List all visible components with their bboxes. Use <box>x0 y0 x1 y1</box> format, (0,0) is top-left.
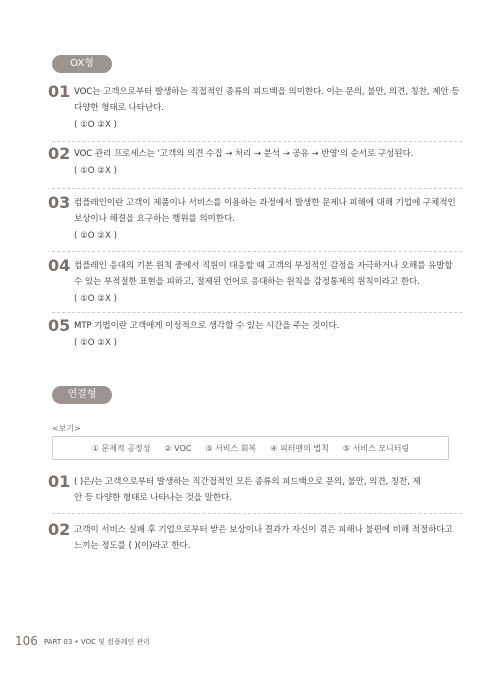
divider <box>52 251 462 252</box>
divider <box>52 141 462 142</box>
question-number: 02 <box>48 520 71 539</box>
bogi-item: ② VOC <box>164 443 192 453</box>
bogi-item: ③ 서비스 회복 <box>205 443 257 453</box>
question-text: MTP 기법이란 고객에게 이성적으로 생각할 수 있는 시간을 주는 것이다. <box>74 321 340 331</box>
divider <box>52 312 462 313</box>
bogi-label: <보기> <box>52 424 81 433</box>
answer-options: ( ①O ②X ) <box>74 120 117 130</box>
question-text: 컴플레인 응대의 기본 원칙 중에서 직원이 대응할 때 고객의 부정적인 감정을 자극하거나 오해를 유발할 수 있는 부적절한 표현을 피하고, 절제된 언어로 응대하는 원칙을 감정통제의 원칙이라고 한다. <box>74 261 453 287</box>
question-text: VOC는 고객으로부터 발생하는 직접적인 종류의 피드백을 의미한다. 이는 문의, 불만, 의견, 칭찬, 제안 등 다양한 형태로 나타난다. <box>74 87 460 113</box>
page-number: 106 <box>15 634 38 648</box>
section-ox-badge: OX형 <box>52 55 112 73</box>
question-text: ( )은/는 고객으로부터 발생하는 직간접적인 모든 종류의 피드백으로 문의, 불만, 의견, 칭찬, 제 안 등 다양한 형태로 나타나는 것을 말한다. <box>74 477 421 503</box>
divider <box>52 513 462 514</box>
question-number: 01 <box>48 82 71 101</box>
question-number: 04 <box>48 256 71 275</box>
question-text: 고객이 서비스 실패 후 기업으로부터 받은 보상이나 결과가 자신이 겪은 피해나 불편에 비해 적절하다고 느끼는 정도를 ( )(이)라고 한다. <box>74 525 453 551</box>
question-number: 02 <box>48 144 71 163</box>
question-number: 05 <box>48 316 71 335</box>
answer-options: ( ①O ②X ) <box>74 294 117 304</box>
answer-options: ( ①O ②X ) <box>74 166 117 176</box>
answer-options: ( ①O ②X ) <box>74 338 117 348</box>
bogi-item: ① 문제적 공정성 <box>91 443 151 453</box>
divider <box>52 188 462 189</box>
question-text: VOC 관리 프로세스는 '고객의 의견 수집 → 처리 → 분석 → 공유 → 반영'의 순서로 구성된다. <box>74 149 414 159</box>
question-text: 컴플레인이란 고객이 제품이나 서비스를 이용하는 과정에서 발생한 문제나 피해에 대해 기업에 구체적인 보상이나 해결을 요구하는 행위를 의미한다. <box>74 198 456 224</box>
bogi-item: ④ 피터팬의 법칙 <box>270 443 329 453</box>
bogi-box <box>52 436 449 460</box>
section-matching-badge: 연결형 <box>52 386 112 404</box>
answer-options: ( ①O ②X ) <box>74 231 117 241</box>
bogi-item: ⑤ 서비스 모니터링 <box>342 443 410 453</box>
page-footer-text: PART 03 • VOC 및 컴플레인 관리 <box>44 638 150 646</box>
question-number: 03 <box>48 193 71 212</box>
question-number: 01 <box>48 472 71 491</box>
